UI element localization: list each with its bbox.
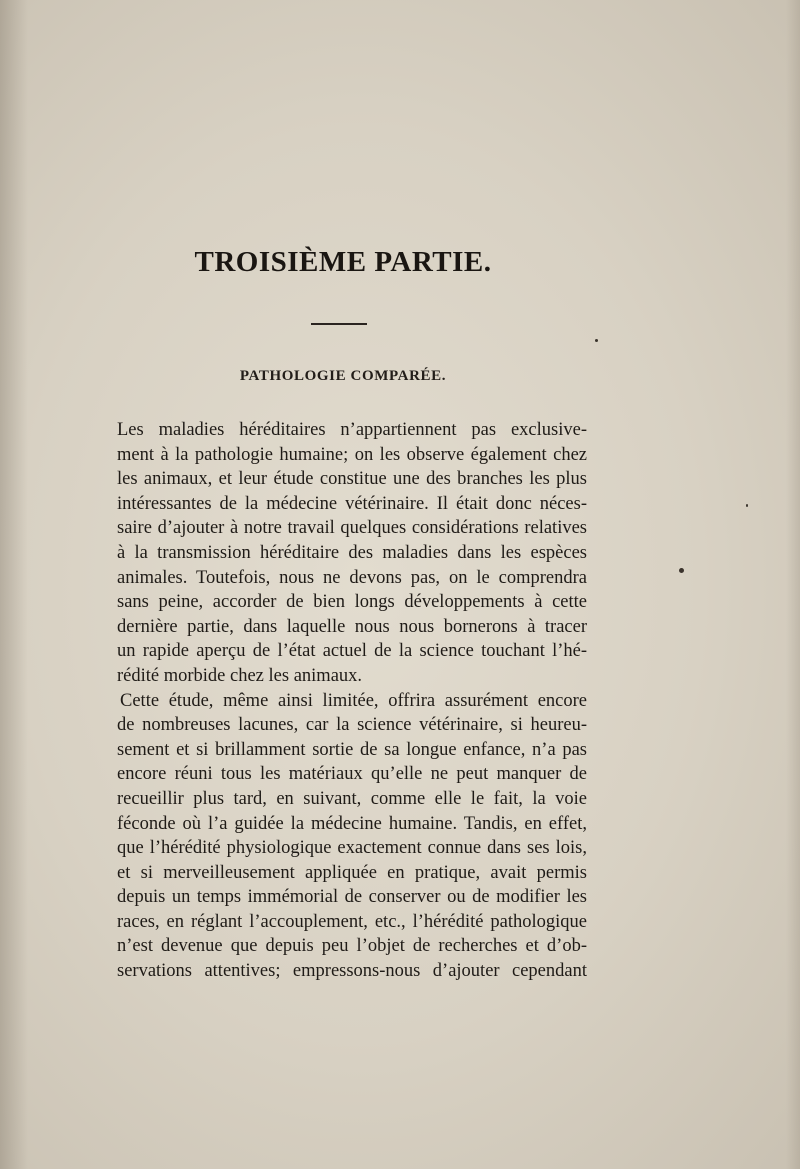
text-line: sans peine, accorder de bien longs développements à cette (117, 592, 587, 613)
text-line: un rapide aperçu de l’état actuel de la science touchant l’hé- (117, 641, 587, 662)
text-line: de nombreuses lacunes, car la science vétérinaire, si heureu- (117, 715, 587, 736)
text-line: rédité morbide chez les animaux. (117, 665, 363, 686)
paragraph (117, 418, 587, 689)
text-line: animales. Toutefois, nous ne devons pas, on le comprendra (117, 567, 587, 588)
section-heading: PATHOLOGIE COMPARÉE. (239, 368, 447, 384)
binding-shadow (0, 0, 28, 1169)
part-title: TROISIÈME PARTIE. (194, 246, 492, 278)
body-text (117, 418, 587, 984)
paper-speck (679, 568, 684, 573)
text-line: races, en réglant l’accouplement, etc., l’hérédité pathologique (117, 911, 587, 932)
title-rule (311, 323, 367, 325)
text-line: depuis un temps immémorial de conserver ou de modifier les (117, 887, 587, 908)
paper-speck (595, 339, 598, 342)
paper-speck (746, 504, 748, 507)
text-line: Les maladies héréditaires n’appartiennent pas exclusive- (117, 420, 587, 440)
paragraph (117, 689, 587, 984)
page-edge (786, 0, 800, 1169)
text-line: Cette étude, même ainsi limitée, offrira assurément encore (120, 690, 587, 711)
text-line: n’est devenue que depuis peu l’objet de recherches et d’ob- (117, 936, 587, 957)
text-line: servations attentives; empressons-nous d’ajouter cependant (117, 961, 587, 982)
text-line: encore réuni tous les matériaux qu’elle ne peut manquer de (117, 764, 587, 785)
text-line: saire d’ajouter à notre travail quelques considérations relatives (117, 518, 587, 539)
text-line: les animaux, et leur étude constitue une des branches les plus (117, 469, 587, 490)
text-line: dernière partie, dans laquelle nous nous bornerons à tracer (117, 616, 587, 637)
text-line: à la transmission héréditaire des maladies dans les espèces (117, 542, 587, 563)
text-line: féconde où l’a guidée la médecine humaine. Tandis, en effet, (117, 813, 587, 834)
text-line: recueillir plus tard, en suivant, comme elle le fait, la voie (117, 788, 587, 809)
text-line: que l’hérédité physiologique exactement connue dans ses lois, (117, 838, 587, 859)
text-line: et si merveilleusement appliquée en pratique, avait permis (117, 862, 587, 883)
text-line: ment à la pathologie humaine; on les observe également chez (117, 444, 587, 465)
text-line: sement et si brillamment sortie de sa longue enfance, n’a pas (117, 739, 587, 760)
text-line: intéressantes de la médecine vétérinaire. Il était donc néces- (117, 493, 587, 514)
